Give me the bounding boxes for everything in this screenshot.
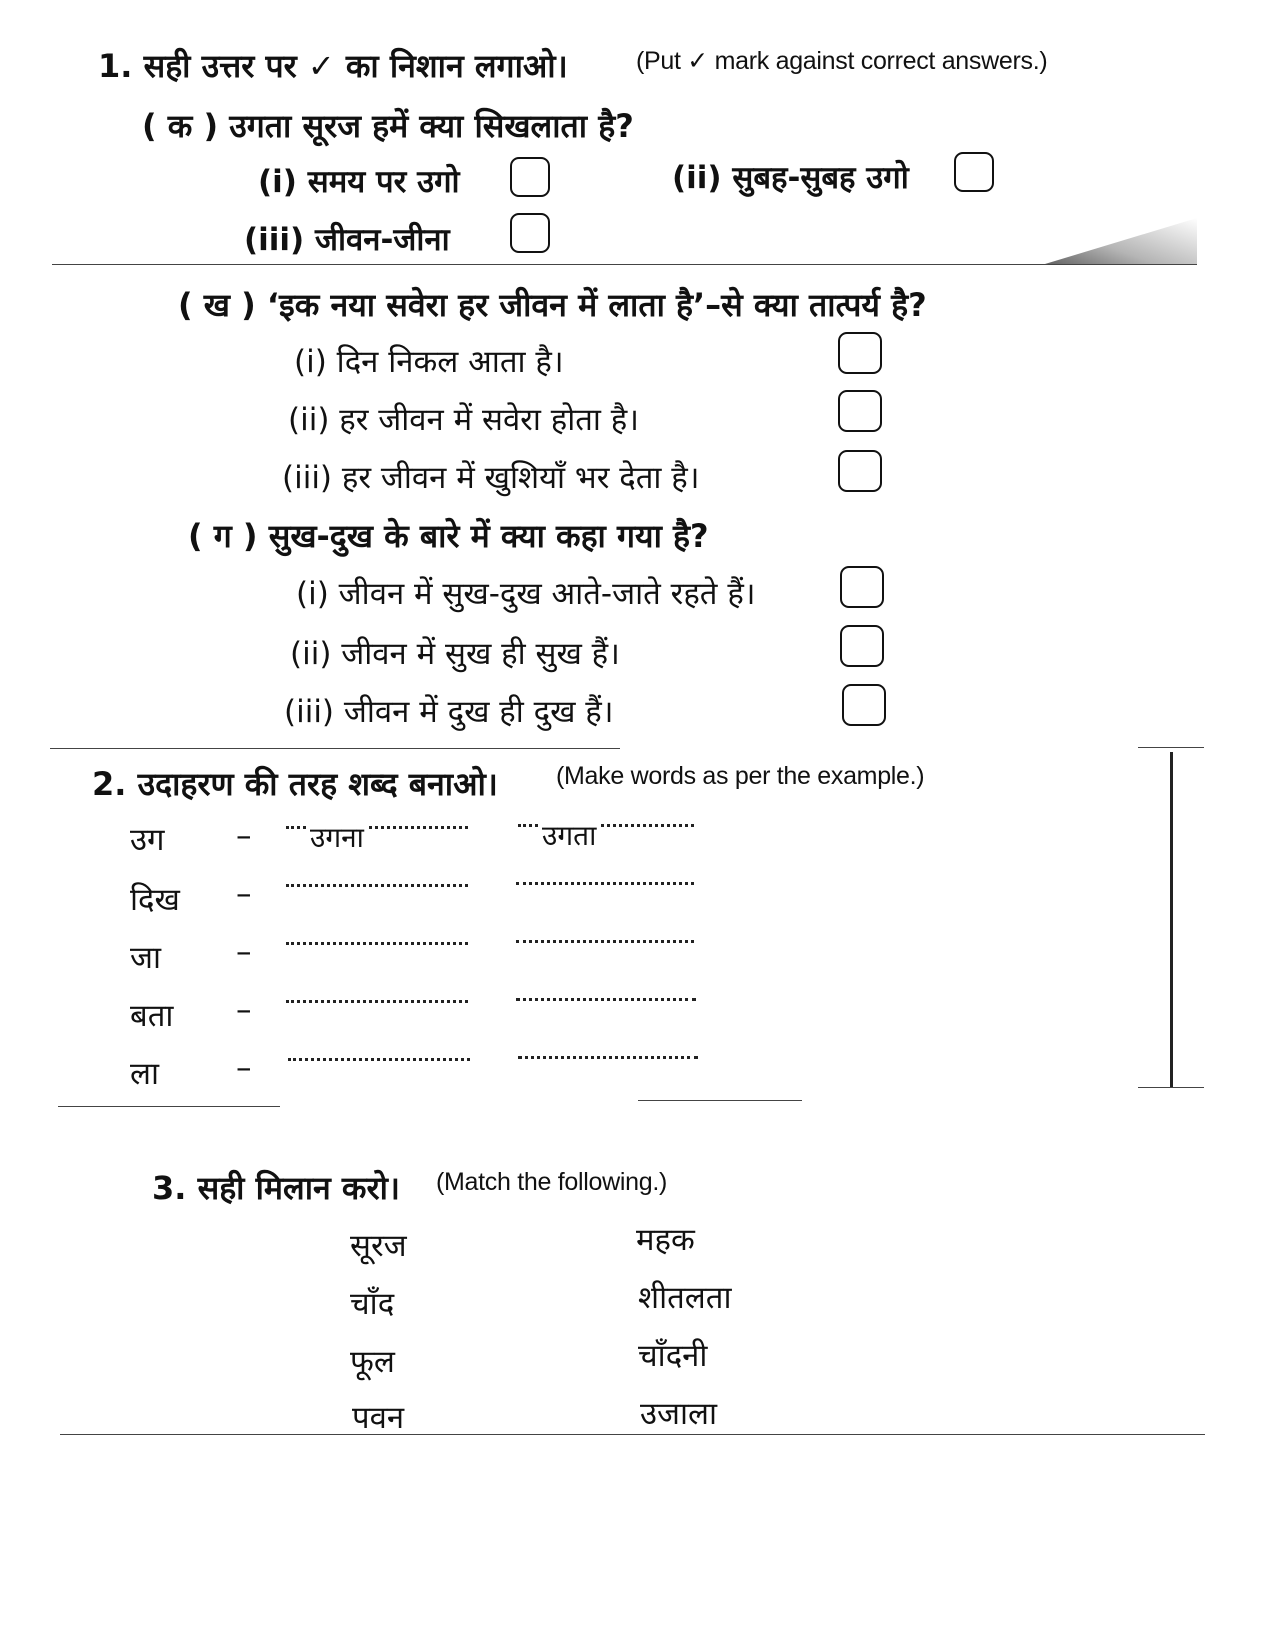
- option-number: (ii): [290, 636, 332, 672]
- q1-ka-option-2: [672, 156, 909, 198]
- q2-row-5-dash: –: [236, 1050, 252, 1086]
- q2-row-5-blank-2[interactable]: [518, 1056, 698, 1059]
- q3-left-item-3: फूल: [350, 1344, 395, 1380]
- q2-title-hindi: उदाहरण की तरह शब्द बनाओ।: [137, 765, 498, 803]
- q1-part-kha-label: ( ख ): [178, 286, 256, 324]
- q3-heading: [152, 1166, 400, 1209]
- q1-ga-option-1: [296, 572, 756, 614]
- divider-line: [50, 748, 620, 749]
- option-text: दिन निकल आता है।: [336, 344, 564, 380]
- q3-left-item-2: चाँद: [350, 1286, 395, 1322]
- q2-row-3-dash: –: [236, 934, 252, 970]
- divider-line: [58, 1106, 280, 1107]
- q1-ka-option-2-checkbox[interactable]: [954, 152, 994, 192]
- option-text: समय पर उगो: [307, 164, 460, 200]
- q2-row-2-blank-1[interactable]: [286, 884, 468, 887]
- q2-number: 2.: [92, 765, 127, 803]
- q1-title-english: (Put ✓ mark against correct answers.): [636, 47, 1048, 75]
- q2-title-english: (Make words as per the example.): [556, 762, 925, 790]
- q2-row-4-root: बता: [130, 998, 174, 1034]
- q2-row-3-root: जा: [130, 940, 162, 976]
- q2-heading: [92, 762, 498, 805]
- q2-row-4-blank-1[interactable]: [286, 1000, 468, 1003]
- divider-line: [52, 264, 1197, 265]
- q2-row-3-blank-1[interactable]: [286, 942, 468, 945]
- option-text: हर जीवन में सवेरा होता है।: [339, 402, 639, 438]
- q1-ga-option-2: [290, 632, 620, 674]
- q1-ga-option-3-checkbox[interactable]: [842, 684, 886, 726]
- q3-right-item-4: उजाला: [640, 1396, 718, 1432]
- q1-ga-option-1-checkbox[interactable]: [840, 566, 884, 608]
- q3-number: 3.: [152, 1169, 187, 1207]
- q3-title-hindi: सही मिलान करो।: [197, 1169, 401, 1207]
- q1-kha-option-3-checkbox[interactable]: [838, 450, 882, 492]
- q2-row-1-root: उग: [130, 822, 165, 858]
- q2-row-5-root: ला: [130, 1056, 160, 1092]
- option-text: जीवन में दुख ही दुख हैं।: [343, 694, 614, 730]
- q1-ka-option-1: [258, 160, 460, 202]
- q3-right-item-1: महक: [636, 1222, 695, 1258]
- q1-part-kha-question: ‘इक नया सवेरा हर जीवन में लाता है’–से क्या तात्पर्य है?: [266, 286, 927, 324]
- margin-tick: [1138, 747, 1204, 748]
- margin-line: [1170, 752, 1173, 1088]
- option-number: (ii): [672, 160, 722, 196]
- q1-part-ka-question: उगता सूरज हमें क्या सिखलाता है?: [229, 107, 634, 145]
- q1-part-ga: [188, 514, 709, 557]
- q1-heading: [98, 44, 568, 87]
- q3-left-item-4: पवन: [352, 1400, 405, 1436]
- q3-right-item-3: चाँदनी: [638, 1338, 708, 1374]
- q1-title-hindi: सही उत्तर पर ✓ का निशान लगाओ।: [143, 47, 568, 85]
- q1-part-ga-question: सुख-दुख के बारे में क्या कहा गया है?: [268, 517, 709, 555]
- option-number: (i): [296, 576, 329, 612]
- q1-ga-option-2-checkbox[interactable]: [840, 625, 884, 667]
- option-number: (iii): [282, 460, 333, 496]
- option-text: सुबह-सुबह उगो: [732, 160, 909, 196]
- q1-number: 1.: [98, 47, 133, 85]
- q2-row-5-blank-1[interactable]: [288, 1058, 470, 1061]
- q1-ka-option-3: [244, 218, 450, 260]
- q2-row-1-answer-2: उगता: [540, 816, 598, 854]
- q1-ka-option-3-checkbox[interactable]: [510, 213, 550, 253]
- option-text: जीवन में सुख-दुख आते-जाते रहते हैं।: [338, 576, 756, 612]
- option-text: जीवन-जीना: [315, 222, 450, 258]
- q2-row-1-answer-1: उगना: [308, 818, 366, 856]
- divider-line: [60, 1434, 1205, 1435]
- q2-row-2-blank-2[interactable]: [516, 882, 694, 885]
- q1-kha-option-1-checkbox[interactable]: [838, 332, 882, 374]
- margin-tick: [1138, 1087, 1204, 1088]
- option-number: (i): [294, 344, 327, 380]
- scan-shadow: [1045, 218, 1197, 264]
- q2-row-4-dash: –: [236, 992, 252, 1028]
- option-number: (iii): [244, 222, 305, 258]
- option-number: (iii): [284, 694, 335, 730]
- q1-part-ga-label: ( ग ): [188, 517, 258, 555]
- q1-part-kha: [178, 283, 927, 326]
- q1-part-ka-label: ( क ): [142, 107, 219, 145]
- q2-row-2-root: दिख: [130, 882, 180, 918]
- q2-row-1-dash: –: [236, 818, 252, 854]
- q1-ka-option-1-checkbox[interactable]: [510, 157, 550, 197]
- q1-kha-option-3: [282, 456, 699, 498]
- option-number: (i): [258, 164, 297, 200]
- q1-kha-option-1: [294, 340, 564, 382]
- q1-ga-option-3: [284, 690, 614, 732]
- option-text: हर जीवन में खुशियाँ भर देता है।: [341, 460, 700, 496]
- q1-kha-option-2-checkbox[interactable]: [838, 390, 882, 432]
- q3-title-english: (Match the following.): [436, 1168, 667, 1196]
- divider-line: [638, 1100, 802, 1101]
- q3-left-item-1: सूरज: [350, 1228, 407, 1264]
- q2-row-4-blank-2[interactable]: [516, 998, 696, 1001]
- q1-kha-option-2: [288, 398, 639, 440]
- q2-row-2-dash: –: [236, 876, 252, 912]
- q1-part-ka: [142, 104, 634, 147]
- option-text: जीवन में सुख ही सुख हैं।: [341, 636, 620, 672]
- option-number: (ii): [288, 402, 330, 438]
- q2-row-3-blank-2[interactable]: [516, 940, 694, 943]
- q3-right-item-2: शीतलता: [638, 1280, 732, 1316]
